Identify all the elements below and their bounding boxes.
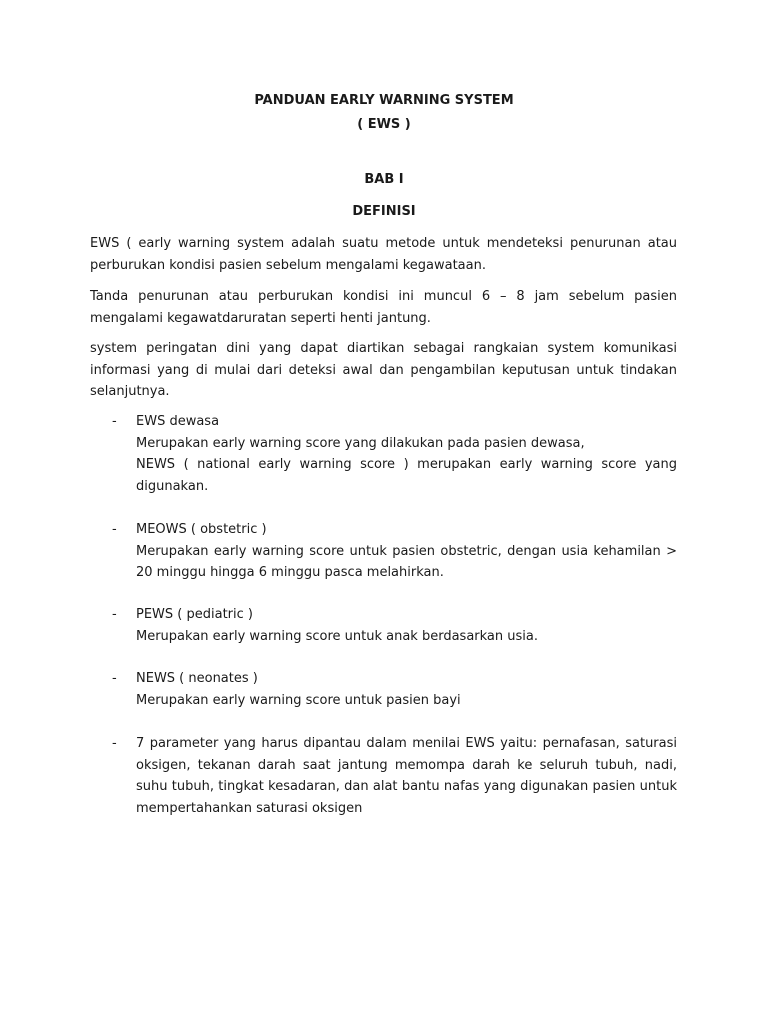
list-item-line: NEWS ( national early warning score ) merupakan early warning score yang digunakan. (136, 457, 677, 494)
list-item-title: 7 parameter yang harus dipantau dalam menilai EWS yaitu: pernafasan, saturasi oksigen, tekanan darah saat jantung memompa darah ke seluruh tubuh, nadi, suhu tubuh, tingkat kesadaran, dan alat bantu nafas yang digunakan pasien untuk mempertahankan saturasi oksigen (136, 736, 677, 816)
list-item-body (136, 604, 677, 647)
list-dash: - (112, 671, 117, 686)
list-item-title: NEWS ( neonates ) (136, 671, 258, 686)
paragraph-signs: Tanda penurunan atau perburukan kondisi ini muncul 6 – 8 jam sebelum pasien mengalami kegawatdaruratan seperti henti jantung. (90, 289, 677, 326)
list-item-line: Merupakan early warning score untuk pasien bayi (136, 692, 461, 708)
list-dash: - (112, 736, 117, 751)
list-item-line: Merupakan early warning score untuk anak berdasarkan usia. (136, 628, 538, 644)
list-dash: - (112, 414, 117, 429)
list-item-body (136, 668, 677, 711)
list-item-title: EWS dewasa (136, 414, 220, 429)
list-dash: - (112, 522, 117, 537)
list-item-body (136, 411, 677, 497)
paragraph-definition: EWS ( early warning system adalah suatu metode untuk mendeteksi penurunan atau perburukan kondisi pasien sebelum mengalami kegawataan. (90, 236, 677, 273)
document-subtitle: ( EWS ) (357, 117, 411, 132)
list-item-body (136, 733, 677, 819)
chapter-heading: BAB I (364, 172, 404, 187)
list-item-line: Merupakan early warning score untuk pasien obstetric, dengan usia kehamilan > 20 minggu hingga 6 minggu pasca melahirkan. (136, 543, 677, 580)
paragraph-system: system peringatan dini yang dapat diartikan sebagai rangkaian system komunikasi informasi yang di mulai dari deteksi awal dan pengambilan keputusan untuk tindakan selanjutnya. (90, 341, 677, 399)
list-item-title: MEOWS ( obstetric ) (136, 522, 267, 537)
list-item-line: Merupakan early warning score yang dilakukan pada pasien dewasa, (136, 435, 585, 451)
section-heading: DEFINISI (352, 204, 416, 219)
list-dash: - (112, 607, 117, 622)
list-item-body (136, 519, 677, 584)
document-title: PANDUAN EARLY WARNING SYSTEM (254, 93, 514, 108)
list-item-title: PEWS ( pediatric ) (136, 607, 253, 622)
